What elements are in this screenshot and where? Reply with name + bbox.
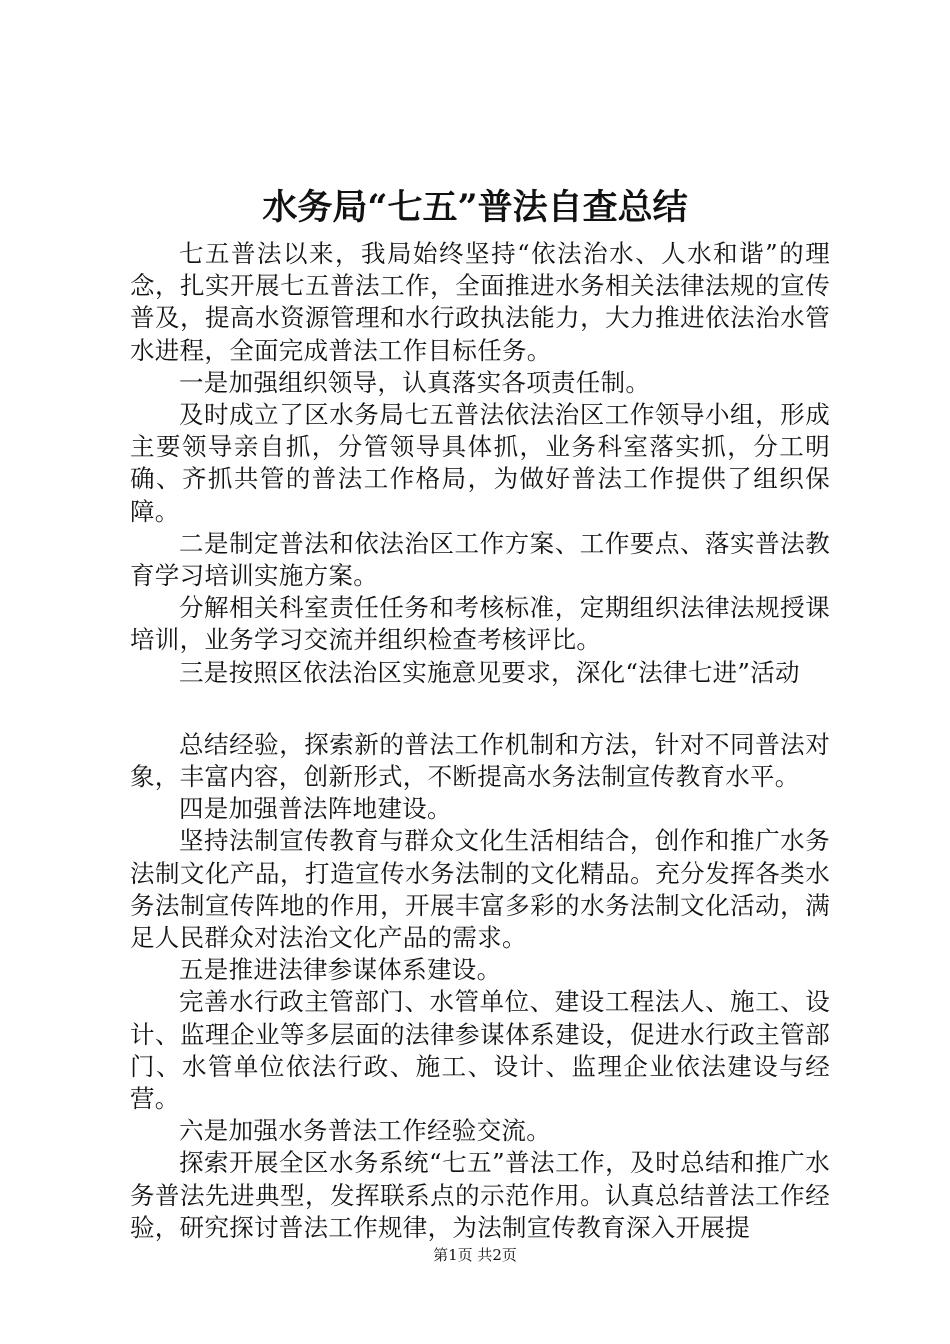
section-heading: 六是加强水务普法工作经验交流。 xyxy=(179,1116,551,1146)
document-title: 水务局“七五”普法自查总结 xyxy=(262,187,688,228)
paragraph: 探索开展全区水务系统“七五”普法工作，及时总结和推广水务普法先进典型，发挥联系点的示范作用。认真总结普法工作经验，研究探讨普法工作规律，为法制宣传教育深入开展提 xyxy=(130,1148,830,1242)
blank-line xyxy=(130,689,830,729)
paragraph: 分解相关科室责任任务和考核标准，定期组织法律法规授课培训，业务学习交流并组织检查考核评比。 xyxy=(130,593,830,655)
paragraph: 坚持法制宣传教育与群众文化生活相结合，创作和推广水务法制文化产品，打造宣传水务法制的文化精品。充分发挥各类水务法制宣传阵地的作用，开展丰富多彩的水务法制文化活动，满足人民群众对法治文化产品的需求。 xyxy=(130,826,830,953)
section-heading: 一是加强组织领导，认真落实各项责任制。 xyxy=(179,367,651,397)
paragraph: 总结经验，探索新的普法工作机制和方法，针对不同普法对象，丰富内容，创新形式，不断提高水务法制宣传教育水平。 xyxy=(130,729,830,792)
paragraph: 完善水行政主管部门、水管单位、建设工程法人、施工、设计、监理企业等多层面的法律参谋体系建设，促进水行政主管部门、水管单位依法行政、施工、设计、监理企业依法建设与经营。 xyxy=(130,987,830,1114)
section-heading: 五是推进法律参谋体系建设。 xyxy=(179,955,502,985)
section-heading: 二是制定普法和依法治区工作方案、工作要点、落实普法教育学习培训实施方案。 xyxy=(130,528,830,591)
section-heading: 三是按照区依法治区实施意见要求，深化“法律七进”活动 xyxy=(179,657,800,687)
page-footer: 第1页 共2页 xyxy=(433,1246,517,1264)
section-heading: 四是加强普法阵地建设。 xyxy=(179,794,452,824)
document-body xyxy=(130,238,830,1244)
paragraph: 七五普法以来，我局始终坚持“依法治水、人水和谐”的理念，扎实开展七五普法工作，全面推进水务相关法律法规的宣传普及，提高水资源管理和水行政执法能力，大力推进依法治水管水进程，全面完成普法工作目标任务。 xyxy=(130,239,830,365)
paragraph: 及时成立了区水务局七五普法依法治区工作领导小组，形成主要领导亲自抓，分管领导具体抓，业务科室落实抓，分工明确、齐抓共管的普法工作格局，为做好普法工作提供了组织保障。 xyxy=(130,400,830,526)
